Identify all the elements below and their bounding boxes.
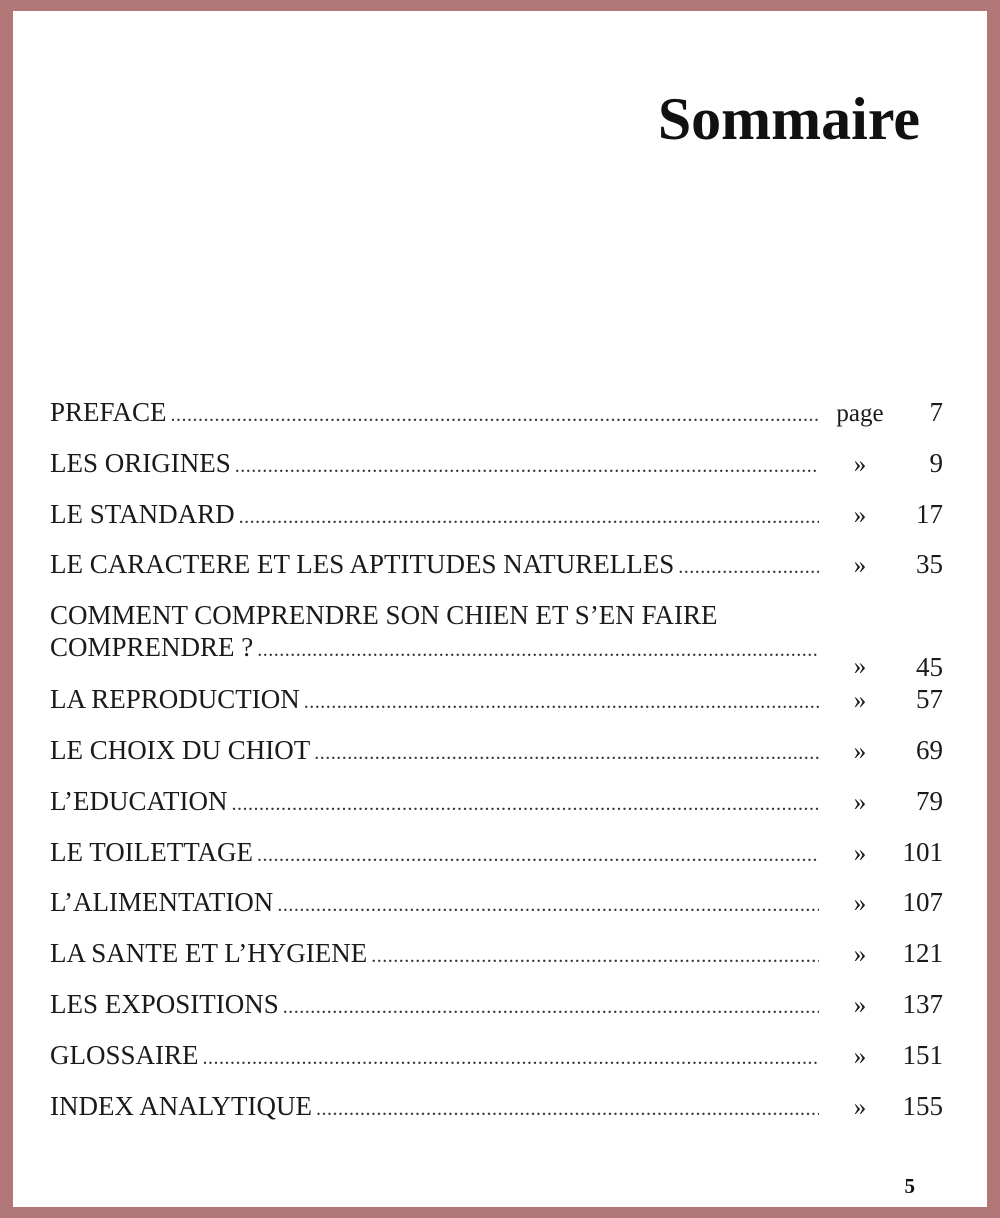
dot-leader (277, 894, 819, 917)
dot-leader (203, 1047, 819, 1070)
toc-entry-title-line2-row (50, 631, 829, 663)
table-of-contents (50, 396, 943, 1140)
toc-entry-les-origines (50, 447, 943, 498)
toc-entry-preface (50, 396, 943, 447)
toc-entry-l-alimentation (50, 886, 943, 937)
dot-leader (314, 742, 819, 765)
toc-entry-l-education (50, 785, 943, 836)
toc-entry-glossaire (50, 1039, 943, 1090)
toc-entry-title: LE STANDARD (50, 498, 235, 529)
toc-page-number: 9 (929, 447, 943, 478)
toc-entry-la-sante (50, 937, 943, 988)
toc-page-number: 155 (902, 1090, 943, 1121)
toc-entry-title: L’ALIMENTATION (50, 887, 274, 918)
toc-entry-title: GLOSSAIRE (50, 1039, 199, 1070)
ditto-mark: » (853, 1093, 867, 1121)
toc-page-number: 107 (902, 887, 943, 918)
ditto-mark: » (853, 1042, 867, 1070)
toc-entry-title: LE CHOIX DU CHIOT (50, 734, 311, 765)
dot-leader (316, 1098, 819, 1121)
toc-entry-title-line1: COMMENT COMPRENDRE SON CHIEN ET S’EN FAIRE (50, 600, 718, 631)
dot-leader (371, 945, 819, 968)
toc-page-number: 137 (902, 988, 943, 1019)
toc-entry-title-line2: COMPRENDRE ? (50, 632, 254, 663)
toc-entry-index-analytique (50, 1090, 943, 1141)
page-title: Sommaire (657, 86, 920, 152)
toc-page-label: page (836, 400, 884, 427)
toc-entry-le-standard (50, 498, 943, 549)
toc-entry-title-block (50, 599, 829, 663)
toc-entry-title: LE TOILETTAGE (50, 836, 254, 867)
toc-page-number: 101 (902, 836, 943, 867)
dot-leader (304, 691, 819, 714)
dot-leader (257, 639, 819, 662)
toc-entry-title: INDEX ANALYTIQUE (50, 1090, 312, 1121)
ditto-mark: » (853, 450, 867, 478)
dot-leader (171, 404, 819, 427)
ditto-mark: » (853, 890, 867, 918)
ditto-mark: » (853, 941, 867, 969)
toc-page-number: 45 (916, 652, 943, 683)
toc-entry-title: LA REPRODUCTION (50, 684, 300, 715)
dot-leader (232, 793, 820, 816)
toc-entry-title: LE CARACTERE ET LES APTITUDES NATURELLES (50, 549, 675, 580)
toc-entry-title: PREFACE (50, 397, 167, 427)
ditto-mark: » (853, 788, 867, 816)
dot-leader (257, 844, 819, 867)
toc-entry-title: LA SANTE ET L’HYGIENE (50, 938, 368, 969)
ditto-mark: » (853, 501, 867, 529)
ditto-mark: » (853, 552, 867, 580)
ditto-mark: » (853, 839, 867, 867)
dot-leader (678, 556, 819, 579)
toc-page-number: 79 (916, 785, 943, 816)
toc-entry-les-expositions (50, 988, 943, 1039)
toc-page-number: 35 (916, 549, 943, 580)
toc-entry-la-reproduction (50, 683, 943, 734)
toc-entry-le-toilettage (50, 836, 943, 887)
dot-leader (239, 506, 819, 529)
ditto-mark: » (853, 737, 867, 765)
ditto-mark: » (853, 687, 867, 715)
toc-page-number: 17 (916, 498, 943, 529)
toc-entry-title: LES ORIGINES (50, 447, 231, 478)
toc-entry-le-caractere (50, 548, 943, 599)
ditto-mark: » (853, 991, 867, 1019)
toc-page-number: 121 (902, 938, 943, 969)
page-number: 5 (904, 1174, 915, 1198)
dot-leader (235, 455, 819, 478)
toc-entry-comment-comprendre (50, 599, 943, 683)
toc-page-number: 151 (902, 1039, 943, 1070)
toc-entry-title: LES EXPOSITIONS (50, 988, 279, 1019)
ditto-mark: » (853, 653, 867, 681)
dot-leader (283, 996, 819, 1019)
toc-entry-title: L’EDUCATION (50, 785, 228, 816)
toc-page-number: 7 (929, 397, 943, 427)
toc-entry-le-choix-du-chiot (50, 734, 943, 785)
toc-page-number: 57 (916, 684, 943, 715)
toc-page-number: 69 (916, 734, 943, 765)
